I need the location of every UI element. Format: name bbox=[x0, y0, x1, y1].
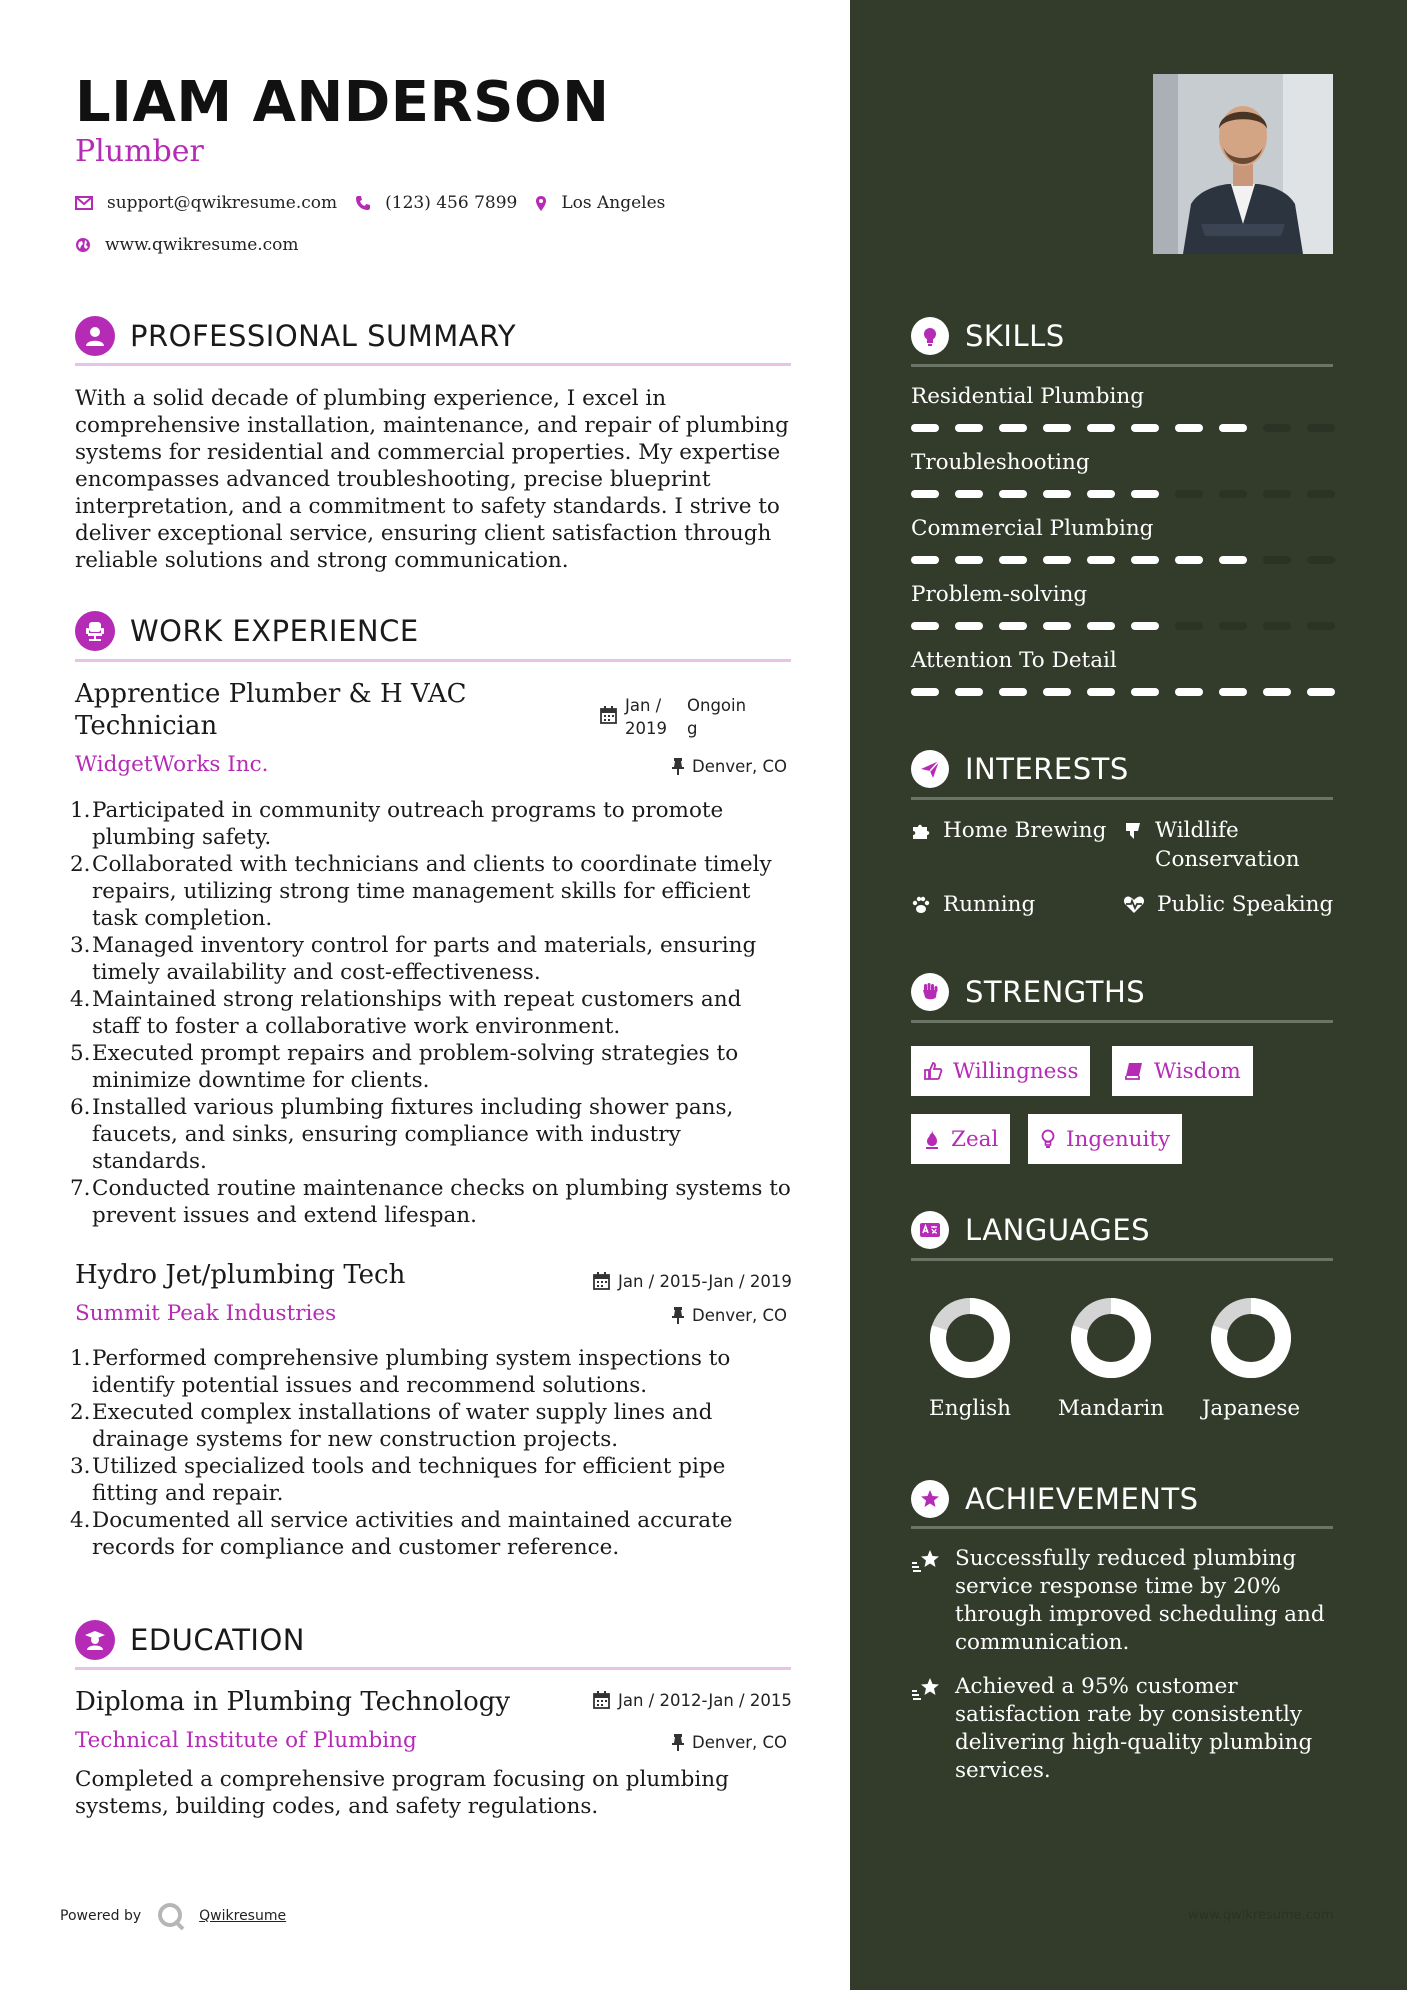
calendar-icon bbox=[600, 706, 617, 724]
footer-powered bbox=[60, 1900, 286, 1932]
paw-icon bbox=[911, 895, 931, 915]
achievement-line: through improved scheduling and bbox=[955, 1602, 1325, 1627]
list-line: staff to foster a collaborative work environment. bbox=[92, 1014, 621, 1039]
list-number: 5. bbox=[70, 1041, 91, 1066]
list-item bbox=[70, 932, 800, 986]
skill-dash bbox=[911, 556, 939, 564]
list-line: timely availability and cost-effectiveness. bbox=[92, 960, 541, 985]
heartbeat-icon bbox=[1123, 895, 1145, 915]
list-line: minimize downtime for clients. bbox=[92, 1068, 430, 1093]
skill-dash bbox=[1219, 424, 1247, 432]
flag-map-icon bbox=[1123, 821, 1143, 841]
education-date-text: Jan / 2012-Jan / 2015 bbox=[618, 1691, 792, 1710]
list-line: task completion. bbox=[92, 906, 273, 931]
strength-wisdom bbox=[1112, 1046, 1253, 1096]
interest-home-brewing bbox=[911, 816, 1106, 845]
strength-zeal-text: Zeal bbox=[951, 1126, 999, 1152]
skill-dash bbox=[1263, 688, 1291, 696]
job-1-title bbox=[75, 678, 467, 742]
list-line: drainage systems for new construction projects. bbox=[92, 1427, 619, 1452]
education-description-line-1: Completed a comprehensive program focusing on plumbing bbox=[75, 1767, 729, 1792]
skill-dash bbox=[1131, 622, 1159, 630]
list-line: Maintained strong relationships with repeat customers and bbox=[92, 987, 742, 1012]
language-level-ring bbox=[928, 1296, 1012, 1380]
strength-wisdom-text: Wisdom bbox=[1154, 1058, 1241, 1084]
list-number: 4. bbox=[70, 987, 91, 1012]
list-line: faucets, and sinks, ensuring compliance with industry bbox=[92, 1122, 681, 1147]
job-1-location-text: Denver, CO bbox=[692, 757, 788, 776]
job-2-bullets bbox=[70, 1345, 800, 1561]
list-item bbox=[70, 1175, 800, 1229]
skill-dash bbox=[1263, 622, 1291, 630]
skills-rule bbox=[911, 364, 1333, 367]
skills-heading: SKILLS bbox=[965, 319, 1065, 353]
strengths-header bbox=[911, 973, 1145, 1011]
strengths-rule bbox=[911, 1020, 1333, 1023]
book-icon bbox=[1124, 1061, 1144, 1081]
list-line: repairs, utilizing strong time management skills for efficient bbox=[92, 879, 751, 904]
powered-by-text: Powered by bbox=[60, 1908, 142, 1924]
website-item[interactable] bbox=[75, 235, 299, 255]
skill-dash bbox=[999, 556, 1027, 564]
experience-header bbox=[75, 611, 419, 651]
skill-dash bbox=[1175, 490, 1203, 498]
job-1-company: WidgetWorks Inc. bbox=[75, 752, 269, 777]
language-name: Mandarin bbox=[1057, 1396, 1165, 1421]
calendar-icon bbox=[593, 1691, 610, 1709]
job-1-date-start-2: 2019 bbox=[625, 719, 667, 738]
skill-dash bbox=[955, 688, 983, 696]
skills-header bbox=[911, 317, 1065, 355]
list-item bbox=[70, 1399, 800, 1453]
graduate-icon bbox=[75, 1620, 115, 1660]
list-item bbox=[70, 1040, 800, 1094]
list-line: Executed complex installations of water supply lines and bbox=[92, 1400, 713, 1425]
candidate-name: LIAM ANDERSON bbox=[75, 70, 610, 135]
experience-rule bbox=[75, 659, 791, 662]
list-line: Installed various plumbing fixtures including shower pans, bbox=[92, 1095, 734, 1120]
education-location-text: Denver, CO bbox=[692, 1733, 788, 1752]
list-number: 3. bbox=[70, 933, 91, 958]
skill-dash bbox=[1087, 556, 1115, 564]
degree-title: Diploma in Plumbing Technology bbox=[75, 1687, 511, 1717]
education-rule bbox=[75, 1667, 791, 1670]
list-number: 2. bbox=[70, 1400, 91, 1425]
skill-dash bbox=[1263, 424, 1291, 432]
skill-dash bbox=[1219, 688, 1247, 696]
user-icon bbox=[75, 316, 115, 356]
paper-plane-icon bbox=[911, 750, 949, 788]
globe-icon bbox=[75, 237, 91, 253]
interest-home-brewing-text: Home Brewing bbox=[943, 818, 1107, 843]
pushpin-icon bbox=[672, 1307, 684, 1324]
map-pin-icon bbox=[535, 195, 547, 212]
lightbulb-icon bbox=[911, 317, 949, 355]
achievements-rule bbox=[911, 1526, 1333, 1529]
skill-dash bbox=[1131, 556, 1159, 564]
skill-dash bbox=[1175, 556, 1203, 564]
skill-name: Attention To Detail bbox=[911, 648, 1117, 673]
lightbulb-outline-icon bbox=[1040, 1129, 1056, 1149]
list-line: plumbing safety. bbox=[92, 825, 272, 850]
skill-dash bbox=[999, 688, 1027, 696]
skill-dash bbox=[1087, 688, 1115, 696]
phone-item[interactable] bbox=[355, 193, 517, 213]
skill-dash bbox=[1307, 490, 1335, 498]
skill-dash bbox=[1131, 490, 1159, 498]
language-name: English bbox=[929, 1396, 1011, 1421]
education-date bbox=[593, 1691, 792, 1710]
skill-dash bbox=[911, 688, 939, 696]
skill-dash bbox=[999, 424, 1027, 432]
skill-dash bbox=[1307, 688, 1335, 696]
skill-dash bbox=[1219, 556, 1247, 564]
skill-dash bbox=[1307, 622, 1335, 630]
skill-name: Residential Plumbing bbox=[911, 384, 1145, 409]
skill-dash bbox=[1307, 556, 1335, 564]
phone-icon bbox=[355, 195, 371, 211]
languages-rule bbox=[911, 1258, 1333, 1261]
skill-dash bbox=[1219, 622, 1247, 630]
strength-ingenuity bbox=[1028, 1114, 1182, 1164]
profile-photo bbox=[1153, 74, 1333, 254]
list-item bbox=[70, 986, 800, 1040]
skill-name: Troubleshooting bbox=[911, 450, 1090, 475]
achievement-text bbox=[955, 1673, 1312, 1785]
skill-dash bbox=[1175, 688, 1203, 696]
achievement-text bbox=[955, 1545, 1325, 1657]
summary-heading: PROFESSIONAL SUMMARY bbox=[130, 319, 517, 353]
strength-willingness-text: Willingness bbox=[953, 1058, 1079, 1084]
pushpin-icon bbox=[672, 758, 684, 775]
list-item bbox=[70, 797, 800, 851]
skill-dash bbox=[1087, 622, 1115, 630]
skill-name: Commercial Plumbing bbox=[911, 516, 1154, 541]
job-1-date-end-1: Ongoin bbox=[687, 696, 747, 715]
summary-rule bbox=[75, 363, 791, 366]
qwikresume-logo-icon bbox=[155, 1900, 187, 1932]
interest-running bbox=[911, 890, 1035, 919]
interest-conservation-text: Conservation bbox=[1155, 847, 1300, 872]
strengths-heading: STRENGTHS bbox=[965, 975, 1146, 1009]
achievements-header bbox=[911, 1480, 1199, 1518]
achievement-line: communication. bbox=[955, 1630, 1130, 1655]
list-line: Managed inventory control for parts and materials, ensuring bbox=[92, 933, 757, 958]
list-number: 1. bbox=[70, 1346, 91, 1371]
list-item bbox=[70, 1453, 800, 1507]
education-heading: EDUCATION bbox=[130, 1623, 306, 1657]
skill-dash bbox=[911, 424, 939, 432]
list-line: prevent issues and extend lifespan. bbox=[92, 1203, 477, 1228]
star-hand-icon bbox=[911, 1677, 943, 1703]
languages-header bbox=[911, 1211, 1150, 1249]
calendar-icon bbox=[593, 1272, 610, 1290]
star-badge-icon bbox=[911, 1480, 949, 1518]
list-number: 1. bbox=[70, 798, 91, 823]
languages-heading: LANGUAGES bbox=[965, 1213, 1151, 1247]
list-line: Executed prompt repairs and problem-solving strategies to bbox=[92, 1041, 739, 1066]
education-header bbox=[75, 1620, 305, 1660]
achievement-line: Successfully reduced plumbing bbox=[955, 1546, 1297, 1571]
skill-dash bbox=[999, 490, 1027, 498]
skill-dash bbox=[1263, 490, 1291, 498]
skill-dash bbox=[911, 490, 939, 498]
skill-dash bbox=[1307, 424, 1335, 432]
achievement-item bbox=[911, 1545, 1341, 1657]
list-number: 4. bbox=[70, 1508, 91, 1533]
job-1-title-line-2: Technician bbox=[75, 711, 218, 741]
education-description bbox=[75, 1766, 795, 1820]
achievement-line: delivering high-quality plumbing bbox=[955, 1730, 1313, 1755]
achievement-line: Achieved a 95% customer bbox=[955, 1674, 1238, 1699]
interests-rule bbox=[911, 797, 1333, 800]
job-1-title-line-1: Apprentice Plumber & H VAC bbox=[75, 679, 467, 709]
interests-heading: INTERESTS bbox=[965, 752, 1129, 786]
skill-dash bbox=[955, 424, 983, 432]
skill-dash bbox=[1087, 424, 1115, 432]
skill-dash bbox=[1043, 556, 1071, 564]
list-item bbox=[70, 851, 800, 932]
skill-dash bbox=[1087, 490, 1115, 498]
skill-dash bbox=[911, 622, 939, 630]
email-text: support@qwikresume.com bbox=[107, 193, 338, 213]
skill-dash bbox=[1175, 622, 1203, 630]
location-text: Los Angeles bbox=[561, 193, 666, 213]
achievement-line: satisfaction rate by consistently bbox=[955, 1702, 1303, 1727]
skill-dash bbox=[1043, 424, 1071, 432]
interest-wildlife-conservation bbox=[1123, 816, 1300, 874]
list-item bbox=[70, 1507, 800, 1561]
list-number: 7. bbox=[70, 1176, 91, 1201]
job-1-date-end-2: g bbox=[687, 719, 698, 738]
job-2-date bbox=[593, 1272, 792, 1291]
job-title: Plumber bbox=[75, 134, 204, 169]
summary-text: With a solid decade of plumbing experience, I excel in comprehensive installation, maintenance, and repair of plumbing systems for residential and commercial properties. My expertise encompasses advanced troubleshooting, precise blueprint interpretation, and a commitment to safety standards. I strive to deliver exceptional service, ensuring client satisfaction through reliable solutions and strong communication. bbox=[75, 386, 789, 573]
thumbs-up-icon bbox=[923, 1061, 943, 1081]
job-2-location-text: Denver, CO bbox=[692, 1306, 788, 1325]
fist-icon bbox=[911, 973, 949, 1011]
list-line: Performed comprehensive plumbing system inspections to bbox=[92, 1346, 731, 1371]
list-line: standards. bbox=[92, 1149, 207, 1174]
location-item bbox=[535, 193, 665, 213]
interest-public-speaking bbox=[1123, 890, 1333, 919]
job-1-bullets bbox=[70, 797, 800, 1229]
skill-dash bbox=[1043, 688, 1071, 696]
list-line: Documented all service activities and maintained accurate bbox=[92, 1508, 733, 1533]
list-item bbox=[70, 1345, 800, 1399]
list-number: 3. bbox=[70, 1454, 91, 1479]
strength-willingness bbox=[911, 1046, 1090, 1096]
achievements-heading: ACHIEVEMENTS bbox=[965, 1482, 1199, 1516]
experience-heading: WORK EXPERIENCE bbox=[130, 614, 419, 648]
job-1-location bbox=[672, 757, 787, 776]
list-line: Participated in community outreach programs to promote bbox=[92, 798, 724, 823]
footer-url[interactable]: www.qwikresume.com bbox=[1188, 1908, 1334, 1923]
list-line: Conducted routine maintenance checks on plumbing systems to bbox=[92, 1176, 791, 1201]
language-icon bbox=[911, 1211, 949, 1249]
strength-ingenuity-text: Ingenuity bbox=[1066, 1126, 1171, 1152]
job-2-location bbox=[672, 1306, 787, 1325]
envelope-icon bbox=[75, 196, 93, 210]
brand-link[interactable]: Qwikresume bbox=[199, 1908, 287, 1924]
job-1-date-start-1: Jan / bbox=[625, 696, 662, 715]
list-line: identify potential issues and recommend solutions. bbox=[92, 1373, 648, 1398]
fire-icon bbox=[923, 1129, 941, 1149]
skill-dash bbox=[1043, 622, 1071, 630]
job-2-company: Summit Peak Industries bbox=[75, 1301, 337, 1326]
skill-dash bbox=[1043, 490, 1071, 498]
achievement-line: service response time by 20% bbox=[955, 1574, 1281, 1599]
skill-dash bbox=[999, 622, 1027, 630]
list-line: records for compliance and customer reference. bbox=[92, 1535, 620, 1560]
list-line: Utilized specialized tools and techniques for efficient pipe bbox=[92, 1454, 726, 1479]
skill-dash bbox=[955, 556, 983, 564]
website-text: www.qwikresume.com bbox=[105, 235, 299, 255]
list-line: fitting and repair. bbox=[92, 1481, 284, 1506]
interest-wildlife-text: Wildlife bbox=[1155, 818, 1239, 843]
skill-dash bbox=[1263, 556, 1291, 564]
skill-dash bbox=[955, 490, 983, 498]
summary-header bbox=[75, 316, 516, 356]
job-2-title: Hydro Jet/plumbing Tech bbox=[75, 1260, 406, 1290]
skill-dash bbox=[1131, 688, 1159, 696]
strength-zeal bbox=[911, 1114, 1010, 1164]
pushpin-icon bbox=[672, 1734, 684, 1751]
website-row bbox=[75, 235, 317, 255]
list-number: 6. bbox=[70, 1095, 91, 1120]
interests-header bbox=[911, 750, 1129, 788]
interest-running-text: Running bbox=[943, 892, 1036, 917]
school-name: Technical Institute of Plumbing bbox=[75, 1728, 417, 1753]
job-1-date bbox=[600, 694, 746, 740]
language-level-ring bbox=[1069, 1296, 1153, 1380]
phone-text: (123) 456 7899 bbox=[385, 193, 518, 213]
email-item[interactable] bbox=[75, 193, 337, 213]
job-2-date-text: Jan / 2015-Jan / 2019 bbox=[618, 1272, 792, 1291]
puzzle-icon bbox=[911, 821, 931, 841]
skill-dash bbox=[1131, 424, 1159, 432]
list-line: Collaborated with technicians and clients to coordinate timely bbox=[92, 852, 772, 877]
language-level-ring bbox=[1209, 1296, 1293, 1380]
education-description-line-2: systems, building codes, and safety regulations. bbox=[75, 1794, 599, 1819]
language-name: Japanese bbox=[1201, 1396, 1301, 1421]
achievement-item bbox=[911, 1673, 1341, 1785]
skill-dash bbox=[1219, 490, 1247, 498]
interest-public-speaking-text: Public Speaking bbox=[1157, 892, 1334, 917]
list-item bbox=[70, 1094, 800, 1175]
skill-dash bbox=[1175, 424, 1203, 432]
achievement-line: services. bbox=[955, 1758, 1051, 1783]
contact-row bbox=[75, 193, 683, 213]
skill-name: Problem-solving bbox=[911, 582, 1088, 607]
office-chair-icon bbox=[75, 611, 115, 651]
skill-dash bbox=[955, 622, 983, 630]
education-location bbox=[672, 1733, 787, 1752]
star-hand-icon bbox=[911, 1549, 943, 1575]
list-number: 2. bbox=[70, 852, 91, 877]
